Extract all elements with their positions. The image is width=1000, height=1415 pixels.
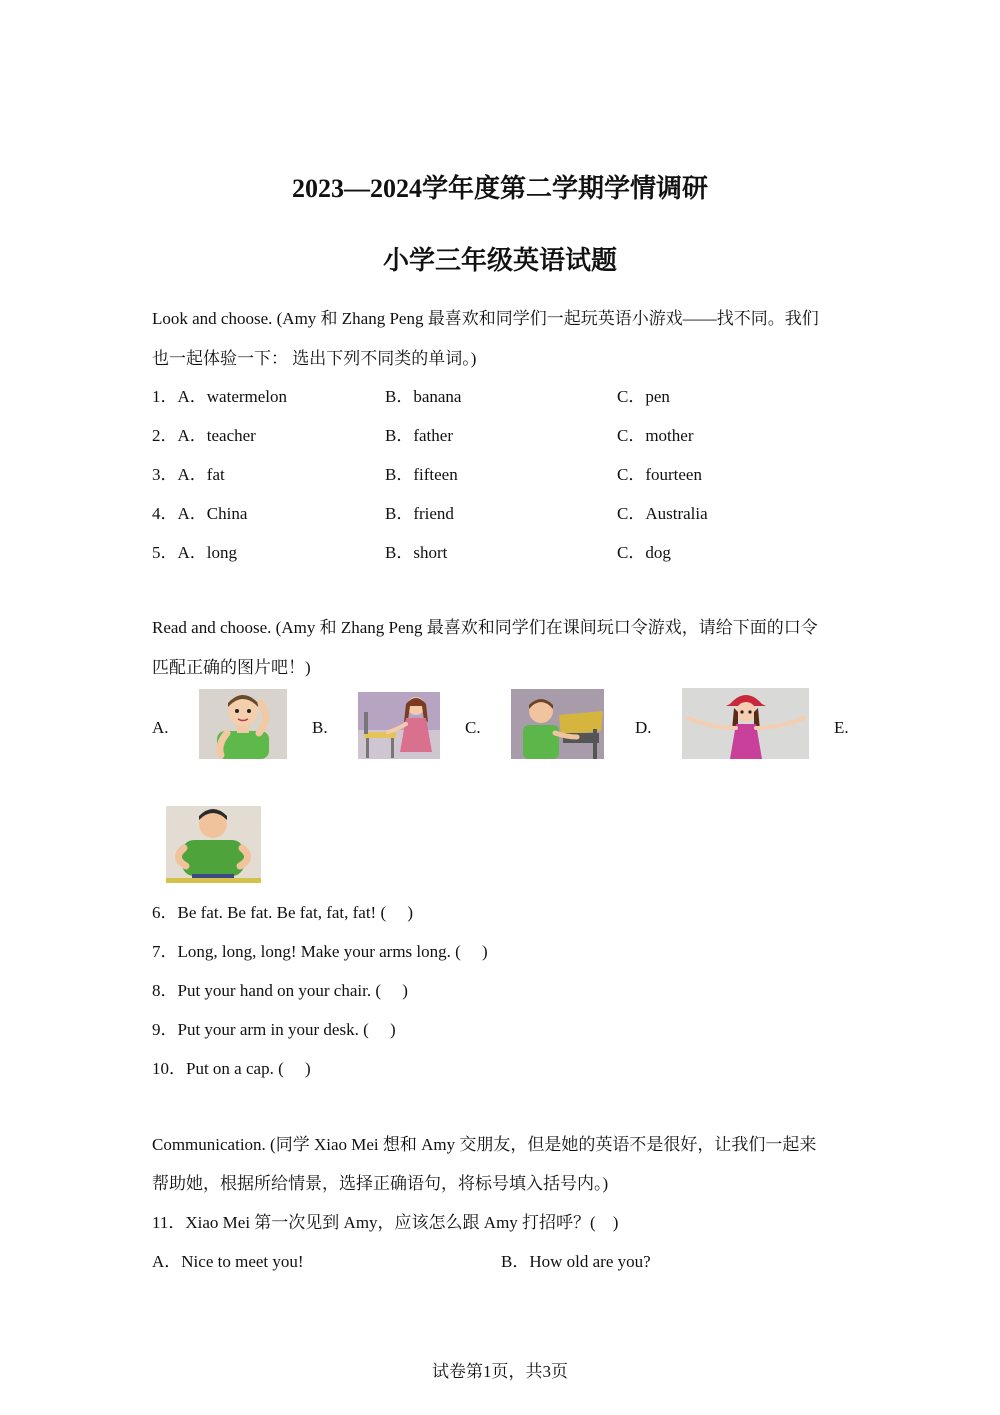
question-6: 6．Be fat. Be fat. Be fat, fat, fat! ( ) (152, 903, 414, 922)
question-4-option-c: C．Australia (617, 504, 708, 523)
section3-instruction-line1: Communication. (同学 Xiao Mei 想和 Amy 交朋友，但是她的英语不是很好，让我们一起来 (152, 1135, 817, 1154)
question-2-option-c: C．mother (617, 426, 694, 445)
question-5-option-a: 5．A．long (152, 543, 237, 562)
picture-label-e: E. (834, 718, 849, 737)
picture-e-fat-boy (166, 806, 261, 883)
section3-instruction-line2: 帮助她，根据所给情景，选择正确语句，将标号填入括号内。) (152, 1174, 609, 1193)
page-footer: 试卷第1页，共3页 (432, 1362, 568, 1381)
section1-instruction-line1: Look and choose. (Amy 和 Zhang Peng 最喜欢和同学们一起玩英语小游戏——找不同。我们 (152, 309, 819, 328)
question-11-option-a: A．Nice to meet you! (152, 1252, 304, 1271)
picture-a-boy-hand-on-head (199, 689, 287, 759)
exam-subtitle: 小学三年级英语试题 (382, 246, 617, 275)
picture-d-girl-cap-long-arms (682, 688, 809, 759)
question-1-option-c: C．pen (617, 387, 670, 406)
question-9: 9．Put your arm in your desk. ( ) (152, 1020, 396, 1039)
picture-label-b: B. (312, 718, 328, 737)
question-10: 10．Put on a cap. ( ) (152, 1059, 311, 1078)
picture-label-d: D. (635, 718, 652, 737)
question-3-option-a: 3．A．fat (152, 465, 225, 484)
question-2-option-b: B．father (385, 426, 453, 445)
picture-label-a: A. (152, 718, 169, 737)
question-7: 7．Long, long, long! Make your arms long. ( ) (152, 942, 488, 961)
section2-instruction-line2: 匹配正确的图片吧！) (152, 658, 311, 677)
question-4-option-a: 4．A．China (152, 504, 248, 523)
question-8: 8．Put your hand on your chair. ( ) (152, 981, 408, 1000)
picture-b-girl-hand-on-chair (358, 692, 440, 759)
section1-instruction-line2: 也一起体验一下： 选出下列不同类的单词。) (152, 349, 477, 368)
question-2-option-a: 2．A．teacher (152, 426, 256, 445)
question-5-option-b: B．short (385, 543, 448, 562)
section2-instruction-line1: Read and choose. (Amy 和 Zhang Peng 最喜欢和同学们在课间玩口令游戏，请给下面的口令 (152, 618, 818, 637)
picture-label-c: C. (465, 718, 481, 737)
question-5-option-c: C．dog (617, 543, 671, 562)
exam-title: 2023—2024学年度第二学期学情调研 (291, 174, 708, 203)
question-11: 11．Xiao Mei 第一次见到 Amy，应该怎么跟 Amy 打招呼？( ) (152, 1213, 619, 1232)
question-1-option-a: 1．A．watermelon (152, 387, 288, 406)
question-3-option-c: C．fourteen (617, 465, 702, 484)
question-4-option-b: B．friend (385, 504, 454, 523)
question-3-option-b: B．fifteen (385, 465, 458, 484)
question-11-option-b: B．How old are you? (501, 1252, 651, 1271)
question-1-option-b: B．banana (385, 387, 462, 406)
picture-c-boy-arm-in-desk (511, 689, 604, 759)
